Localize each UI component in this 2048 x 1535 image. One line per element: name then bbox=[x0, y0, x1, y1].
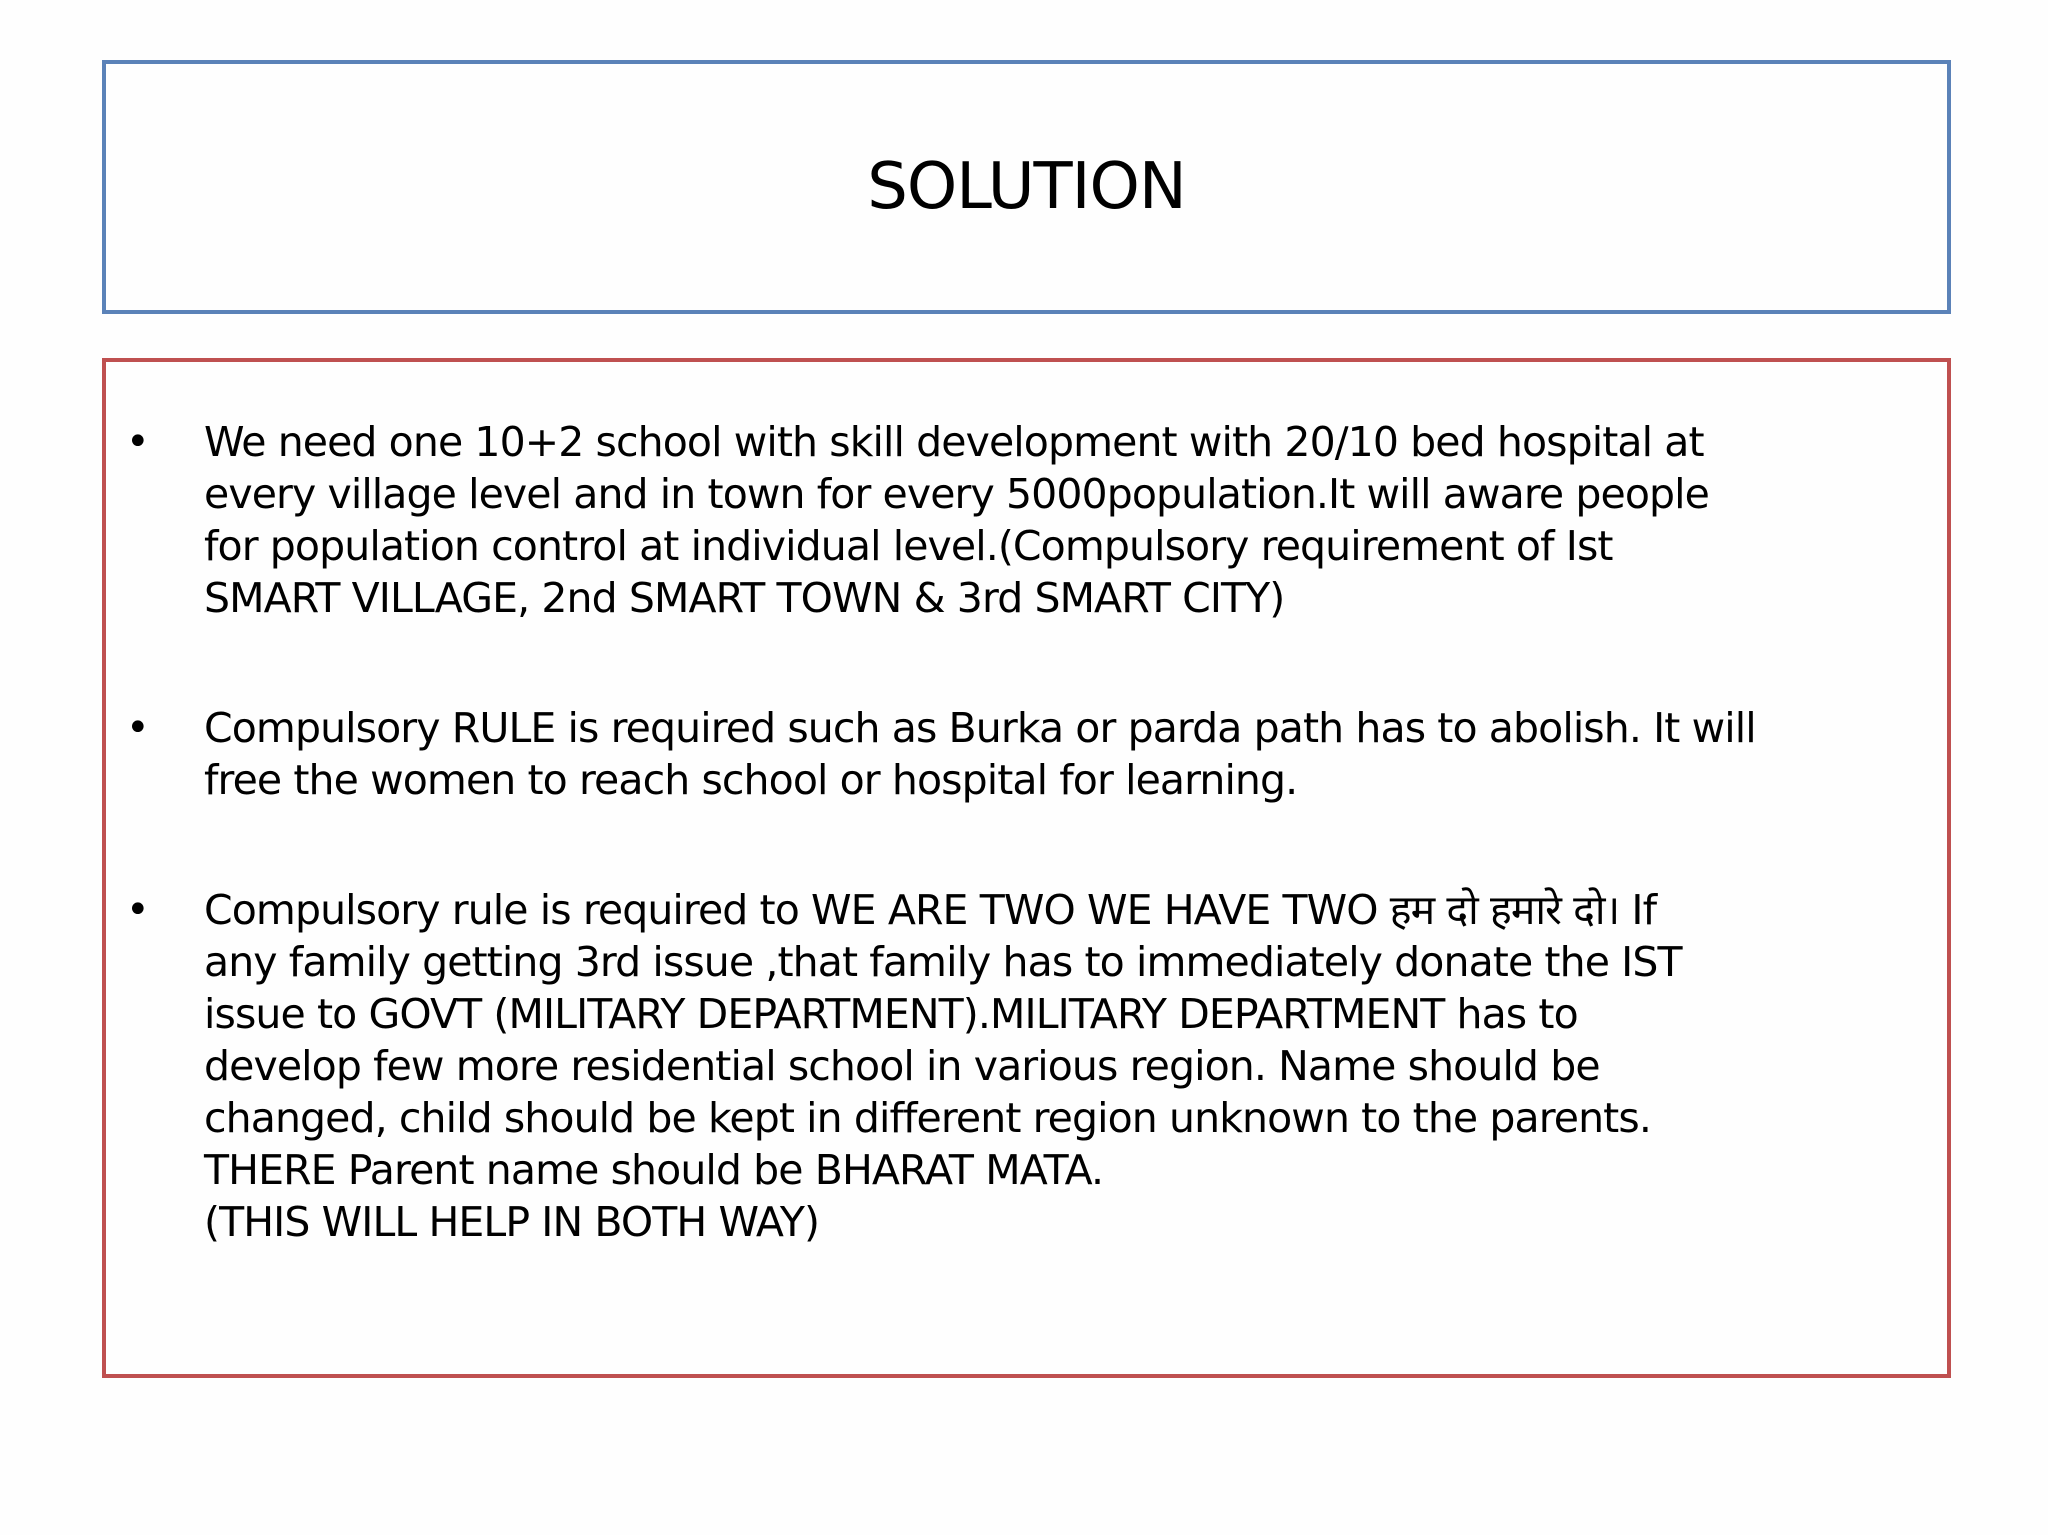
bullet-text: Compulsory RULE is required such as Burka or parda path has to abolish. It will free the women to reach school or hospital for learning. bbox=[204, 704, 1756, 804]
content-placeholder bbox=[102, 358, 1951, 1378]
bullet-marker: • bbox=[126, 705, 150, 751]
bullet-text: Compulsory rule is required to WE ARE TWO WE HAVE TWO हम दो हमारे दो। If any family getting 3rd issue ,that family has to immediately donate the IST issue to GOVT (MILITARY DEPARTMENT).MILITARY DEPARTMENT has to develop few more residential school in various region. Name should be changed, child should be kept in different region unknown to the parents. THERE Parent name should be BHARAT MATA. (THIS WILL HELP IN BOTH WAY) bbox=[204, 886, 1682, 1246]
bullet-marker: • bbox=[126, 419, 150, 465]
title-placeholder bbox=[102, 60, 1951, 314]
bullet-text: We need one 10+2 school with skill development with 20/10 bed hospital at every village level and in town for every 5000population.It will aware people for population control at individual level.(Compulsory requirement of Ist SMART VILLAGE, 2nd SMART TOWN & 3rd SMART CITY) bbox=[204, 418, 1709, 622]
slide-title: SOLUTION bbox=[867, 150, 1186, 224]
bullet-marker: • bbox=[126, 887, 150, 933]
